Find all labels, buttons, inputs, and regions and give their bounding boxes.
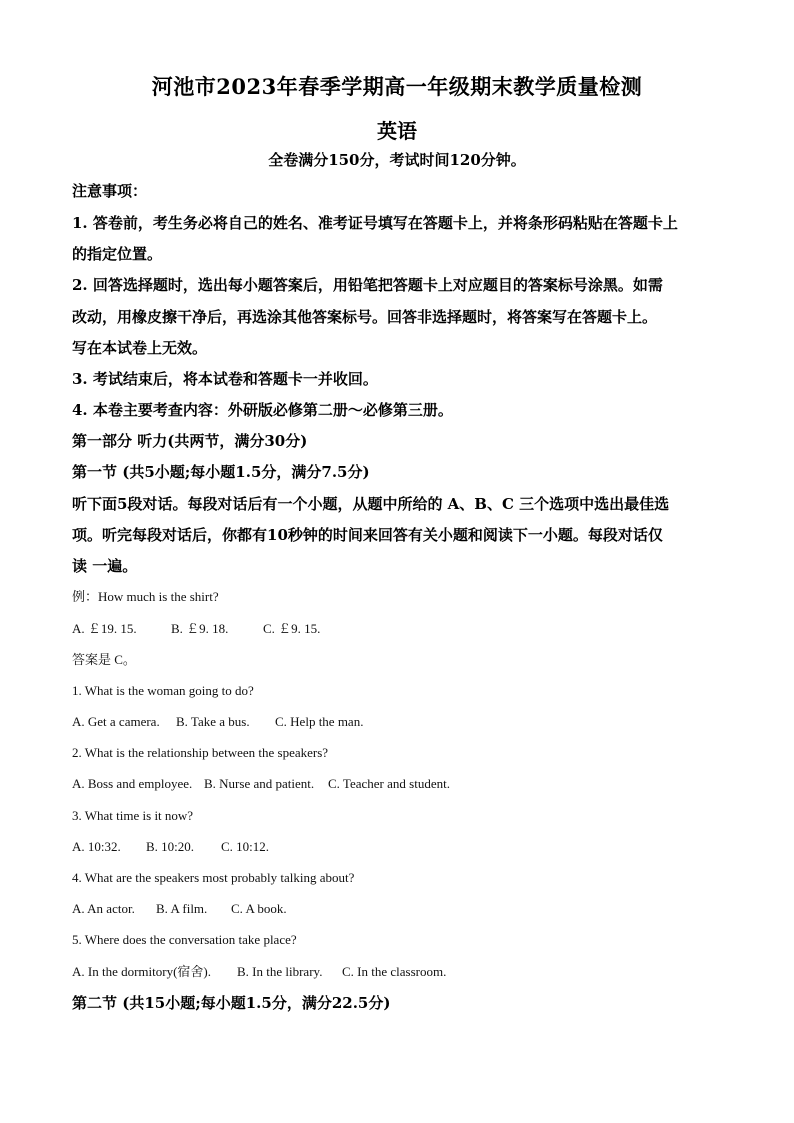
question-3-options <box>72 838 722 856</box>
question-4-options <box>72 900 722 918</box>
notes-heading: 注意事项： <box>72 182 148 200</box>
question-5-option-a: A. In the dormitory(宿舍). <box>72 964 212 979</box>
question-4-option-a: A. An actor. <box>72 901 135 916</box>
question-5-option-b: B. In the library. <box>237 964 323 979</box>
note-3: 3. 考试结束后，将本试卷和答题卡一并收回。 <box>72 370 378 388</box>
note-2-line-1: 2. 回答选择题时，选出每小题答案后，用铅笔把答题卡上对应题目的答案标号涂黑。如需 <box>72 276 663 294</box>
note-1-line-1: 1. 答卷前，考生务必将自己的姓名、准考证号填写在答题卡上，并将条形码粘贴在答题卡上 <box>72 214 678 232</box>
score-info: 全卷满分150分，考试时间120分钟。 <box>268 151 526 169</box>
question-2-stem: 2. What is the relationship between the speakers? <box>72 745 329 760</box>
question-1-stem: 1. What is the woman going to do? <box>72 683 254 698</box>
section1-heading: 第一节 (共5小题;每小题1.5分，满分7.5分) <box>72 463 370 481</box>
question-4-option-c: C. A book. <box>231 901 287 916</box>
example-option-c: C. ￡9. 15. <box>263 621 321 636</box>
question-3-option-a: A. 10:32. <box>72 839 121 854</box>
example-question: 例：How much is the shirt? <box>72 589 219 604</box>
question-3-option-b: B. 10:20. <box>146 839 195 854</box>
subject-title: 英语 <box>377 119 417 143</box>
question-1-option-b: B. Take a bus. <box>176 714 250 729</box>
example-option-a: A. ￡19. 15. <box>72 621 137 636</box>
question-3-stem: 3. What time is it now? <box>72 808 194 823</box>
example-option-b: B. ￡9. 18. <box>171 621 229 636</box>
question-5-stem: 5. Where does the conversation take place? <box>72 932 297 947</box>
exam-title: 河池市2023年春季学期高一年级期末教学质量检测 <box>151 74 643 99</box>
question-2-option-c: C. Teacher and student. <box>328 776 450 791</box>
note-2-line-2: 改动，用橡皮擦干净后，再选涂其他答案标号。回答非选择题时，将答案写在答题卡上。 <box>72 308 658 326</box>
question-5-option-c: C. In the classroom. <box>342 964 447 979</box>
question-2-options <box>72 775 722 793</box>
part1-heading: 第一部分 听力(共两节，满分30分) <box>72 432 308 450</box>
instructions-line-3: 读 一遍。 <box>72 557 138 575</box>
question-4-stem: 4. What are the speakers most probably talking about? <box>72 870 355 885</box>
note-4: 4. 本卷主要考查内容：外研版必修第二册～必修第三册。 <box>72 401 453 419</box>
question-1-options <box>72 713 722 731</box>
instructions-line-2: 项。听完每段对话后，你都有10秒钟的时间来回答有关小题和阅读下一小题。每段对话仅 <box>72 526 663 544</box>
question-4-option-b: B. A film. <box>156 901 208 916</box>
question-2-option-b: B. Nurse and patient. <box>204 776 315 791</box>
example-options <box>72 620 722 638</box>
note-1-line-2: 的指定位置。 <box>72 245 163 263</box>
question-1-option-c: C. Help the man. <box>275 714 364 729</box>
section2-heading: 第二节 (共15小题;每小题1.5分，满分22.5分) <box>72 994 391 1012</box>
question-1-option-a: A. Get a camera. <box>72 714 160 729</box>
example-answer: 答案是 C。 <box>72 652 136 667</box>
note-2-line-3: 写在本试卷上无效。 <box>72 339 208 357</box>
instructions-line-1: 听下面5段对话。每段对话后有一个小题，从题中所给的 A、B、C 三个选项中选出最佳选 <box>72 495 670 513</box>
question-3-option-c: C. 10:12. <box>221 839 270 854</box>
question-5-options <box>72 963 722 981</box>
question-2-option-a: A. Boss and employee. <box>72 776 193 791</box>
